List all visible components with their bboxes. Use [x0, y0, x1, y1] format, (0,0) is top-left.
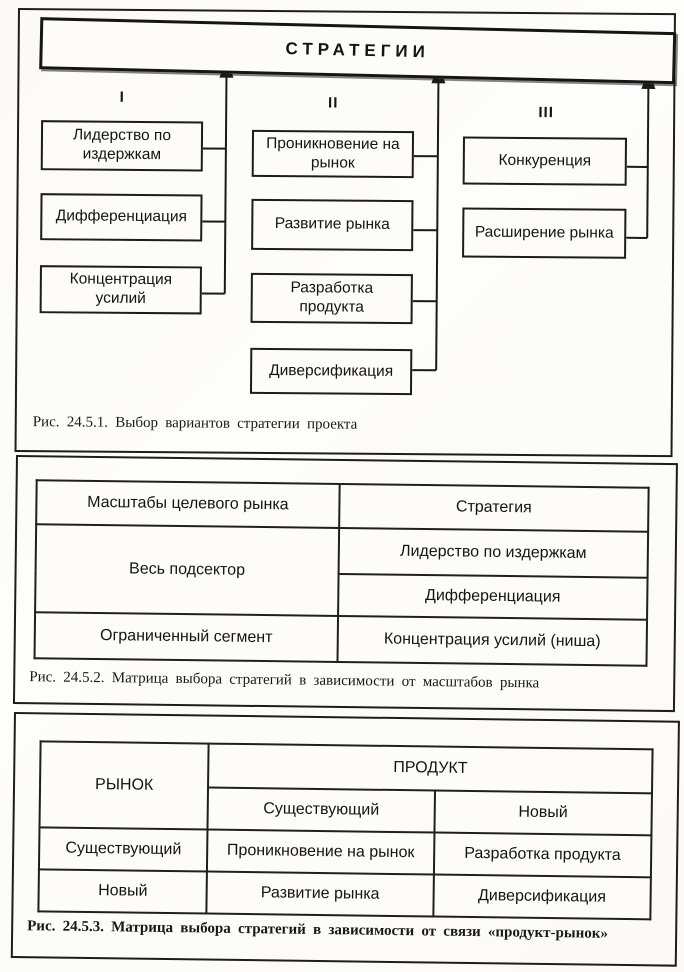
- cell-cost-leadership: Лидерство по издержкам: [339, 528, 649, 578]
- cell-limited-segment: Ограниченный сегмент: [35, 612, 338, 662]
- cell-market-existing: Существующий: [39, 827, 208, 871]
- cell-product-header: ПРОДУКТ: [208, 744, 652, 794]
- box-diversification: Диверсификация: [250, 348, 412, 395]
- box-product-development: Разработка продукта: [251, 273, 413, 324]
- cell-market-header: РЫНОК: [39, 741, 208, 829]
- figure-24-5-2-caption: Рис. 24.5.2. Матрица выбора стратегий в зависимости от масштабов рынка: [29, 669, 540, 692]
- cell-market-development: Развитие рынка: [207, 872, 434, 917]
- cell-product-existing: Существующий: [208, 788, 435, 833]
- box-competition: Конкуренция: [463, 136, 627, 185]
- cell-product-development: Разработка продукта: [434, 833, 652, 878]
- cell-concentration-niche: Концентрация усилий (ниша): [337, 616, 647, 666]
- cell-penetration: Проникновение на рынок: [207, 830, 434, 875]
- box-market-penetration: Проникновение на рынок: [252, 130, 414, 178]
- cell-differentiation: Дифференциация: [338, 574, 648, 620]
- column-2-numeral: II: [328, 94, 339, 112]
- figure-24-5-2-panel: [13, 455, 678, 712]
- cell-product-new: Новый: [434, 791, 652, 836]
- box-market-expansion: Расширение рынка: [462, 207, 626, 258]
- product-market-table: [37, 740, 653, 920]
- cell-market-scale-header: Масштабы целевого рынка: [36, 480, 339, 528]
- box-market-development: Развитие рынка: [251, 199, 413, 251]
- strategies-header-bar: СТРАТЕГИИ: [39, 17, 676, 84]
- box-cost-leadership: Лидерство по издержкам: [41, 120, 203, 171]
- column-3-numeral: III: [538, 104, 555, 122]
- figure-24-5-1-caption: Рис. 24.5.1. Выбор вариантов стратегии проекта: [32, 414, 358, 433]
- market-scale-table: [34, 479, 650, 666]
- figure-24-5-1-panel: [15, 8, 676, 457]
- box-differentiation: Дифференциация: [40, 193, 202, 241]
- figure-24-5-3-caption: Рис. 24.5.3. Матрица выбора стратегий в зависимости от связи «продукт-рынок»: [27, 918, 609, 942]
- cell-strategy-header: Стратегия: [339, 484, 649, 532]
- column-1-numeral: I: [119, 88, 125, 106]
- cell-diversification: Диверсификация: [433, 875, 651, 920]
- figure-24-5-3-panel: [11, 712, 680, 967]
- cell-market-new: Новый: [38, 869, 207, 913]
- box-concentration: Концентрация усилий: [40, 265, 202, 314]
- cell-whole-subsector: Весь подсектор: [35, 524, 339, 616]
